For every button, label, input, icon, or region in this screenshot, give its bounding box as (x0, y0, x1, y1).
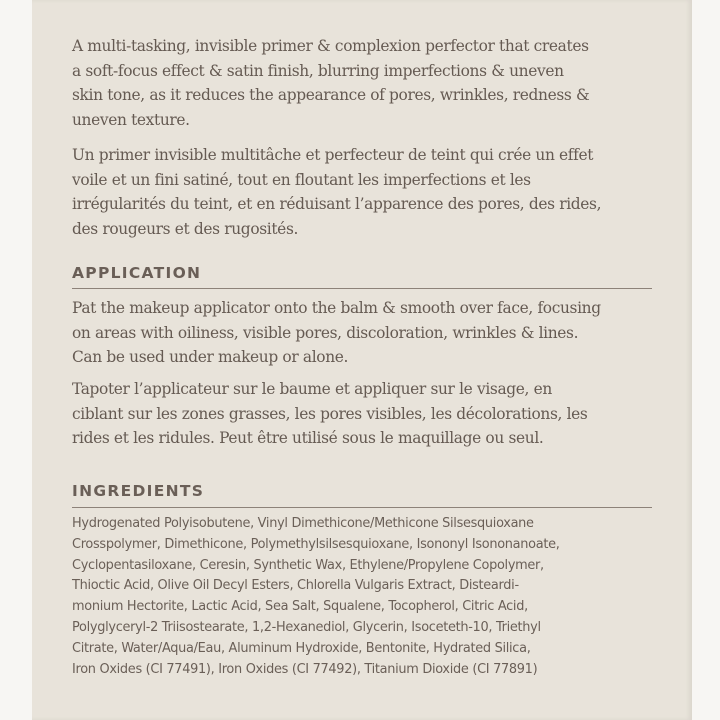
text-line: uneven texture. (72, 110, 190, 129)
text-line: on areas with oiliness, visible pores, discoloration, wrinkles & lines. (72, 323, 579, 342)
text-line: voile et un fini satiné, tout en floutant les imperfections et les (72, 170, 531, 189)
text-line: Can be used under makeup or alone. (72, 348, 349, 366)
ingredient-line: Crosspolymer, Dimethicone, Polymethylsilsesquioxane, Isononyl Isononanoate, (72, 536, 560, 552)
ingredient-line: Citrate, Water/Aqua/Eau, Aluminum Hydroxide, Bentonite, Hydrated Silica, (72, 640, 531, 656)
text-line: Tapoter l’applicateur sur le baume et appliquer sur le visage, en (72, 380, 552, 398)
ingredient-line: Hydrogenated Polyisobutene, Vinyl Dimethicone/Methicone Silsesquioxane (72, 516, 534, 531)
ingredient-line: Iron Oxides (CI 77491), Iron Oxides (CI 77492), Titanium Dioxide (CI 77891) (72, 661, 538, 677)
ingredient-line: monium Hectorite, Lactic Acid, Sea Salt, Squalene, Tocopherol, Citric Acid, (72, 599, 528, 615)
ingredients-list (72, 514, 656, 680)
text-line: ciblant sur les zones grasses, les pores visibles, les décolorations, les (72, 404, 588, 423)
application-heading: APPLICATION (72, 264, 202, 282)
text-line: rides et les ridules. Peut être utilisé sous le maquillage ou seul. (72, 429, 544, 447)
section-divider (72, 288, 652, 289)
text-line: a soft-focus effect & satin finish, blurring imperfections & uneven (72, 61, 564, 80)
text-line: des rougeurs et des rugosités. (72, 219, 299, 238)
ingredient-line: Polyglyceryl-2 Triisostearate, 1,2-Hexanediol, Glycerin, Isoceteth-10, Triethyl (72, 619, 541, 635)
text-line: A multi-tasking, invisible primer & complexion perfector that creates (72, 37, 589, 55)
text-line: irrégularités du teint, et en réduisant l’apparence des pores, des rides, (72, 195, 602, 213)
text-line: Pat the makeup applicator onto the balm & smooth over face, focusing (72, 299, 601, 317)
application-text-english (72, 296, 656, 370)
ingredient-line: Cyclopentasiloxane, Ceresin, Synthetic Wax, Ethylene/Propylene Copolymer, (72, 557, 544, 573)
text-line: skin tone, as it reduces the appearance of pores, wrinkles, redness & (72, 86, 590, 104)
description-english (72, 34, 656, 132)
application-text-french (72, 377, 656, 451)
ingredients-heading: INGREDIENTS (72, 482, 205, 500)
section-divider (72, 507, 652, 508)
ingredient-line: Thioctic Acid, Olive Oil Decyl Esters, Chlorella Vulgaris Extract, Disteardi- (72, 578, 519, 594)
text-line: Un primer invisible multitâche et perfecteur de teint qui crée un effet (72, 146, 594, 164)
description-french (72, 143, 656, 241)
